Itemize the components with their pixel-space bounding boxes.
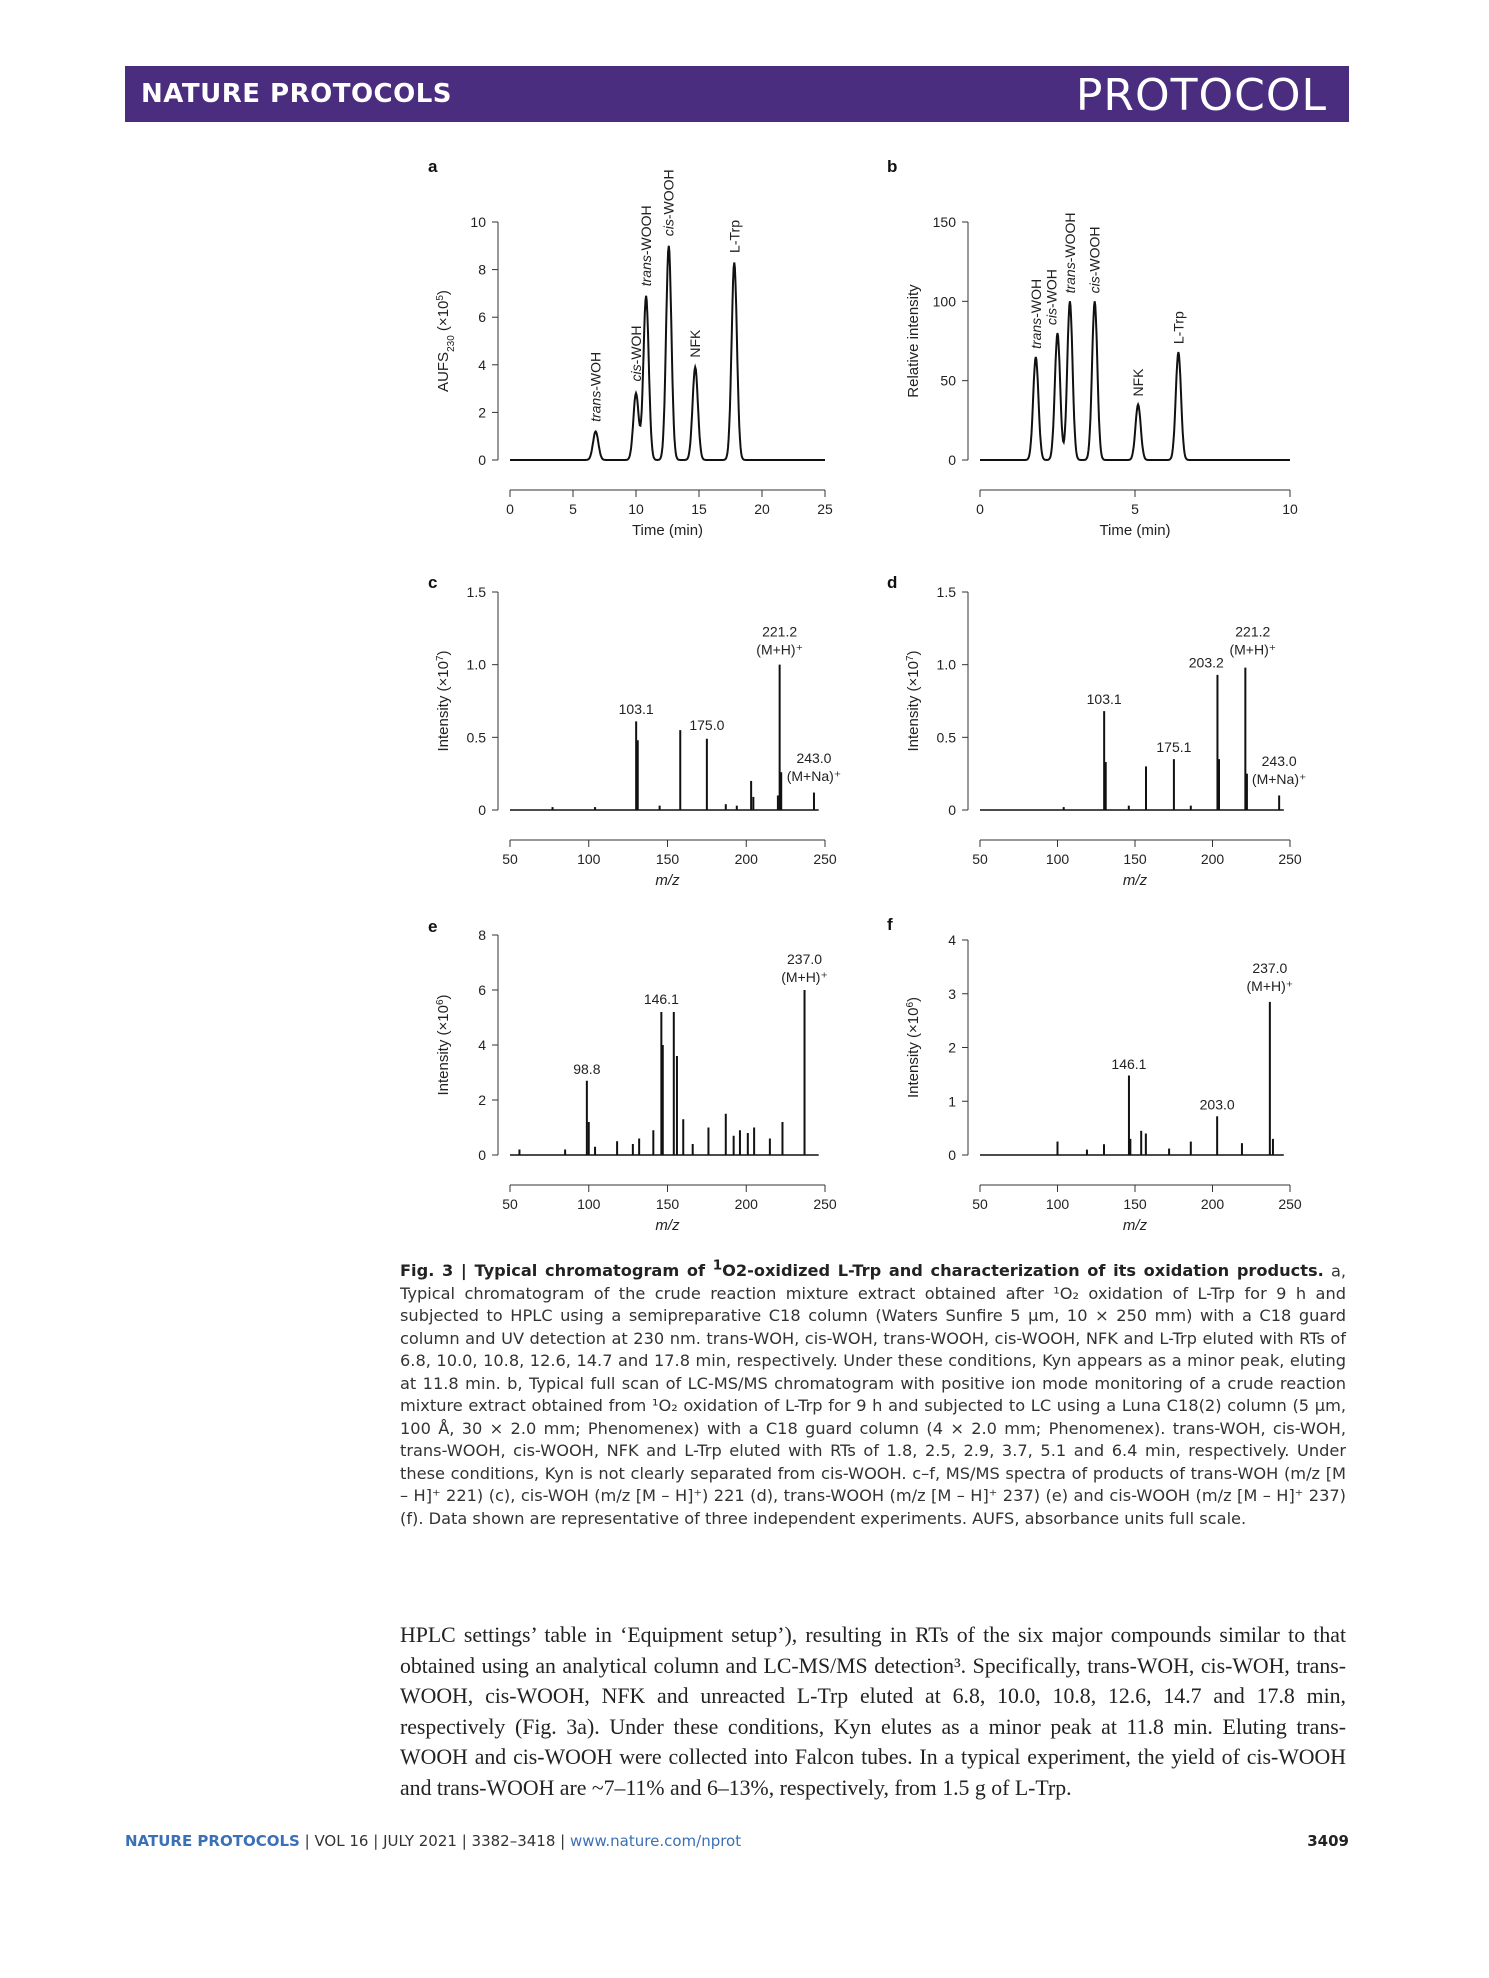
caption-sup: 1 [712, 1258, 723, 1274]
y-axis-title-part: 5 [434, 295, 446, 301]
peak-label: 175.1 [1156, 738, 1192, 755]
y-axis-title-part: AUFS [435, 351, 452, 392]
y-tick-label: 1.5 [466, 584, 486, 600]
y-tick-label: 2 [478, 404, 486, 421]
peak-label-suffix: -WOOH [660, 169, 677, 220]
panel-label: b [887, 157, 898, 176]
x-tick-label: 250 [1278, 851, 1302, 867]
peak-label [1170, 311, 1186, 344]
y-tick-label: 2 [478, 1092, 486, 1108]
y-axis-title [435, 290, 457, 392]
peak-label-prefix: cis [660, 219, 677, 237]
x-axis-title: m/z [655, 872, 680, 889]
y-axis-title-part: (×10 [435, 300, 452, 336]
y-axis-title-part: Intensity (×10 [435, 1005, 452, 1096]
x-tick-label: 150 [1123, 1196, 1147, 1212]
peak-label-prefix: trans [587, 390, 604, 422]
y-tick-label: 0 [948, 452, 956, 468]
panel-label: a [428, 157, 438, 176]
peak-label-prefix: trans [638, 255, 655, 287]
y-tick-label: 0 [478, 1147, 486, 1163]
panel-label: f [887, 915, 893, 934]
y-axis-title-part: ) [435, 994, 452, 1000]
y-axis-title [905, 284, 922, 398]
caption-label: Fig. 3 | Typical chromatogram of [400, 1261, 713, 1281]
peak-label-suffix: -WOH [1027, 278, 1044, 318]
peak-label-suffix: -WOOH [1086, 226, 1103, 277]
panel-d [887, 573, 1306, 889]
peak-label: (M+Na)⁺ [1251, 770, 1307, 787]
y-axis-title-part: 7 [434, 655, 446, 662]
y-axis-title-part: 230 [445, 335, 457, 352]
peak-label: 221.2 [1235, 623, 1271, 640]
x-tick-label: 0 [976, 501, 984, 517]
peak-label-suffix: -WOOH [638, 205, 655, 256]
x-tick-label: 250 [813, 1196, 837, 1212]
panel-label: c [428, 573, 438, 592]
peak-label [638, 205, 654, 286]
x-tick-label: 100 [577, 851, 601, 867]
panel-a [428, 157, 833, 539]
x-tick-label: 50 [502, 1196, 518, 1212]
peak-label [588, 352, 604, 422]
x-tick-label: 15 [691, 501, 707, 517]
peak-label [661, 169, 677, 236]
peak-label-prefix: trans [1061, 262, 1078, 294]
y-axis-title-part: 6 [904, 1001, 916, 1008]
y-axis-title [905, 650, 923, 751]
peak-label: 103.1 [1086, 690, 1122, 707]
footer-volume: VOL 16 [314, 1832, 369, 1850]
footer-url[interactable]: www.nature.com/nprot [569, 1832, 742, 1850]
x-axis-title: Time (min) [1099, 522, 1171, 539]
peak-label [1130, 368, 1146, 397]
peak-label [1062, 213, 1078, 294]
x-tick-label: 200 [734, 1196, 758, 1212]
peak-label: (M+H)⁺ [756, 641, 803, 658]
x-tick-label: 100 [577, 1196, 601, 1212]
y-tick-label: 6 [478, 982, 486, 998]
x-tick-label: 150 [655, 851, 680, 867]
page-footer: NATURE PROTOCOLS | VOL 16 | JULY 2021 | 3382–3418 | www.nature.com/nprot 3409 [125, 1832, 1349, 1850]
peak-label-prefix: cis [628, 364, 644, 382]
peak-label-suffix: L-Trp [1170, 311, 1187, 345]
peak-label: 237.0 [787, 950, 823, 967]
caption-text: a, Typical chromatogram of the crude reaction mixture extract obtained after ¹O₂ oxidation of L-Trp for 9 h and subjected to HPLC using a semipreparative C18 column (Waters Sunfire 5 μm, 10 × 250 mm) with a C18 guard column and UV detection at 230 nm. trans-WOH, cis-WOH, trans-WOOH, cis-WOOH, NFK and L-Trp eluted with RTs of 6.8, 10.0, 10.8, 12.6, 14.7 and 17.8 min, respectively. Under these conditions, Kyn appears as a minor peak, eluting at 11.8 min. b, Typical full scan of LC-MS/MS chromatogram with positive ion mode monitoring of a crude reaction mixture extract obtained from ¹O₂ oxidation of L-Trp for 9 h and subjected to LC using a Luna C18(2) column (5 μm, 100 Å, 30 × 2.0 mm; Phenomenex) with a C18 guard column (4 × 2.0 mm; Phenomenex). trans-WOH, cis-WOH, trans-WOOH, cis-WOOH, NFK and L-Trp eluted with RTs of 1.8, 2.5, 2.9, 3.7, 5.1 and 6.4 min, respectively. Under these conditions, Kyn is not clearly separated from cis-WOOH. c–f, MS/MS spectra of products of trans-WOH (m/z [M – H]⁺ 221) (c), cis-WOH (m/z [M – H]⁺) 221 (d), trans-WOOH (m/z [M – H]⁺ 237) (e) and cis-WOOH (m/z [M – H]⁺ 237) (f). Data shown are representative of three independent experiments. AUFS, absorbance units full scale. [400, 1261, 1347, 1528]
x-tick-label: 50 [972, 851, 988, 867]
peak-label: 221.2 [762, 623, 798, 640]
x-tick-label: 200 [734, 851, 758, 867]
y-tick-label: 4 [478, 356, 486, 373]
peak-label: 243.0 [796, 749, 832, 766]
y-tick-label: 4 [948, 932, 956, 948]
peak-label: 146.1 [1111, 1056, 1147, 1072]
panel-label: d [887, 573, 898, 592]
y-axis-title-part: ) [905, 650, 922, 656]
y-axis-title-part: ) [905, 996, 922, 1002]
page-number: 3409 [1307, 1832, 1349, 1850]
panel-e [428, 917, 837, 1234]
x-tick-label: 200 [1200, 1196, 1225, 1212]
journal-name: NATURE PROTOCOLS [141, 79, 453, 109]
x-tick-label: 5 [1131, 501, 1139, 517]
peak-label-suffix: NFK [687, 329, 704, 358]
y-tick-label: 1 [948, 1093, 956, 1110]
y-tick-label: 50 [940, 372, 956, 389]
x-tick-label: 250 [813, 851, 837, 867]
y-tick-label: 6 [478, 309, 486, 326]
y-tick-label: 2 [948, 1039, 956, 1056]
y-tick-label: 1.5 [936, 584, 956, 600]
chromatogram-trace [510, 246, 825, 460]
x-tick-label: 100 [1045, 851, 1070, 867]
peak-label: 203.0 [1199, 1096, 1235, 1113]
y-tick-label: 0 [478, 452, 486, 468]
peak-label [1087, 227, 1103, 294]
y-tick-label: 0 [478, 802, 486, 818]
peak-label: 203.2 [1188, 654, 1224, 671]
y-tick-label: 1.0 [936, 656, 956, 673]
x-tick-label: 150 [655, 1196, 680, 1212]
peak-label: 237.0 [1252, 960, 1288, 977]
y-axis-title-part: Intensity (×10 [435, 661, 452, 752]
y-tick-label: 0.5 [936, 729, 956, 746]
body-paragraph: HPLC settings’ table in ‘Equipment setup’), resulting in RTs of the six major compounds similar to that obtained using an analytical column and LC-MS/MS detection³. Specifically, trans-WOH, cis-WOH, trans-WOOH, cis-WOOH, NFK and unreacted L-Trp eluted at 6.8, 10.0, 10.8, 12.6, 14.7 and 17.8 min, respectively (Fig. 3a). Under these conditions, Kyn elutes as a minor peak at 11.8 min. Eluting trans-WOOH and cis-WOOH were collected into Falcon tubes. In a typical experiment, the yield of cis-WOOH and trans-WOOH are ~7–11% and 6–13%, respectively, from 1.5 g of L-Trp. [400, 1623, 1346, 1800]
footer-issue: JULY 2021 [383, 1832, 457, 1850]
y-axis-title-part: Intensity (×10 [905, 1007, 922, 1099]
y-axis-title [435, 994, 453, 1095]
x-axis-title: m/z [1122, 1217, 1148, 1234]
panel-b [887, 157, 1298, 539]
x-tick-label: 250 [1278, 1196, 1302, 1212]
peak-label: 175.0 [689, 717, 725, 734]
y-axis-title [905, 997, 923, 1098]
peak-label [1028, 279, 1044, 349]
peak-label-suffix: -WOH [1043, 269, 1060, 309]
y-axis-title-part: 7 [904, 655, 916, 662]
peak-label [726, 220, 742, 253]
y-tick-label: 1.0 [466, 656, 486, 673]
y-tick-label: 0.5 [466, 729, 486, 746]
y-axis-title-part: ) [435, 290, 452, 296]
peak-label: (M+H)⁺ [1246, 978, 1294, 995]
peak-label: 98.8 [573, 1060, 601, 1077]
peak-label-suffix: -WOOH [1061, 212, 1078, 263]
y-tick-label: 3 [948, 985, 956, 1002]
panel-label: e [428, 917, 438, 936]
y-tick-label: 8 [478, 261, 486, 278]
y-tick-label: 150 [932, 214, 956, 230]
figure-caption [400, 1255, 1346, 1530]
article-type: PROTOCOL [1075, 70, 1327, 121]
peak-label: 243.0 [1261, 752, 1297, 769]
peak-label: 146.1 [643, 990, 679, 1007]
x-tick-label: 200 [1200, 851, 1225, 867]
peak-label-prefix: trans [1027, 317, 1044, 349]
peak-label-prefix: cis [1043, 308, 1060, 326]
peak-label: (M+Na)⁺ [786, 767, 842, 784]
x-axis-title: m/z [655, 1217, 680, 1234]
x-axis-title: m/z [1122, 872, 1148, 889]
y-tick-label: 8 [478, 927, 486, 943]
footer-pages: 3382–3418 [471, 1832, 556, 1850]
y-axis-title-part: Intensity (×10 [905, 661, 922, 752]
y-axis-title-part: ) [435, 650, 452, 656]
x-axis-title: Time (min) [631, 522, 704, 539]
y-tick-label: 0 [948, 1147, 956, 1163]
y-tick-label: 10 [470, 214, 486, 230]
peak-label: (M+H)⁺ [781, 968, 828, 985]
peak-label-suffix: L-Trp [726, 220, 743, 253]
x-tick-label: 20 [754, 501, 770, 517]
x-tick-label: 10 [628, 501, 644, 517]
caption-title: O2-oxidized L-Trp and characterization of its oxidation products. [722, 1261, 1324, 1281]
x-tick-label: 50 [502, 851, 518, 867]
peak-label-suffix: -WOH [628, 325, 644, 365]
peak-label [1043, 269, 1059, 325]
y-tick-label: 100 [932, 293, 956, 310]
x-tick-label: 100 [1045, 1196, 1070, 1212]
panel-f [887, 915, 1302, 1234]
panel-c [428, 573, 841, 889]
peak-label-suffix: -WOH [587, 351, 604, 391]
y-axis-title [435, 650, 453, 751]
peak-label [628, 325, 644, 381]
peak-label-prefix: cis [1086, 276, 1103, 294]
peak-label [687, 329, 703, 358]
y-tick-label: 4 [478, 1037, 486, 1053]
x-tick-label: 150 [1123, 851, 1147, 867]
footer-journal: NATURE PROTOCOLS [125, 1832, 300, 1850]
y-tick-label: 0 [948, 802, 956, 818]
x-tick-label: 0 [506, 501, 514, 517]
peak-label: 103.1 [618, 701, 654, 718]
x-tick-label: 10 [1282, 501, 1298, 517]
x-tick-label: 5 [569, 501, 577, 517]
x-tick-label: 50 [972, 1196, 988, 1212]
peak-label: (M+H)⁺ [1229, 641, 1277, 658]
y-axis-title-part: Relative intensity [905, 284, 922, 398]
peak-label-suffix: NFK [1130, 368, 1147, 397]
y-axis-title-part: 6 [434, 999, 446, 1006]
x-tick-label: 25 [817, 501, 833, 517]
